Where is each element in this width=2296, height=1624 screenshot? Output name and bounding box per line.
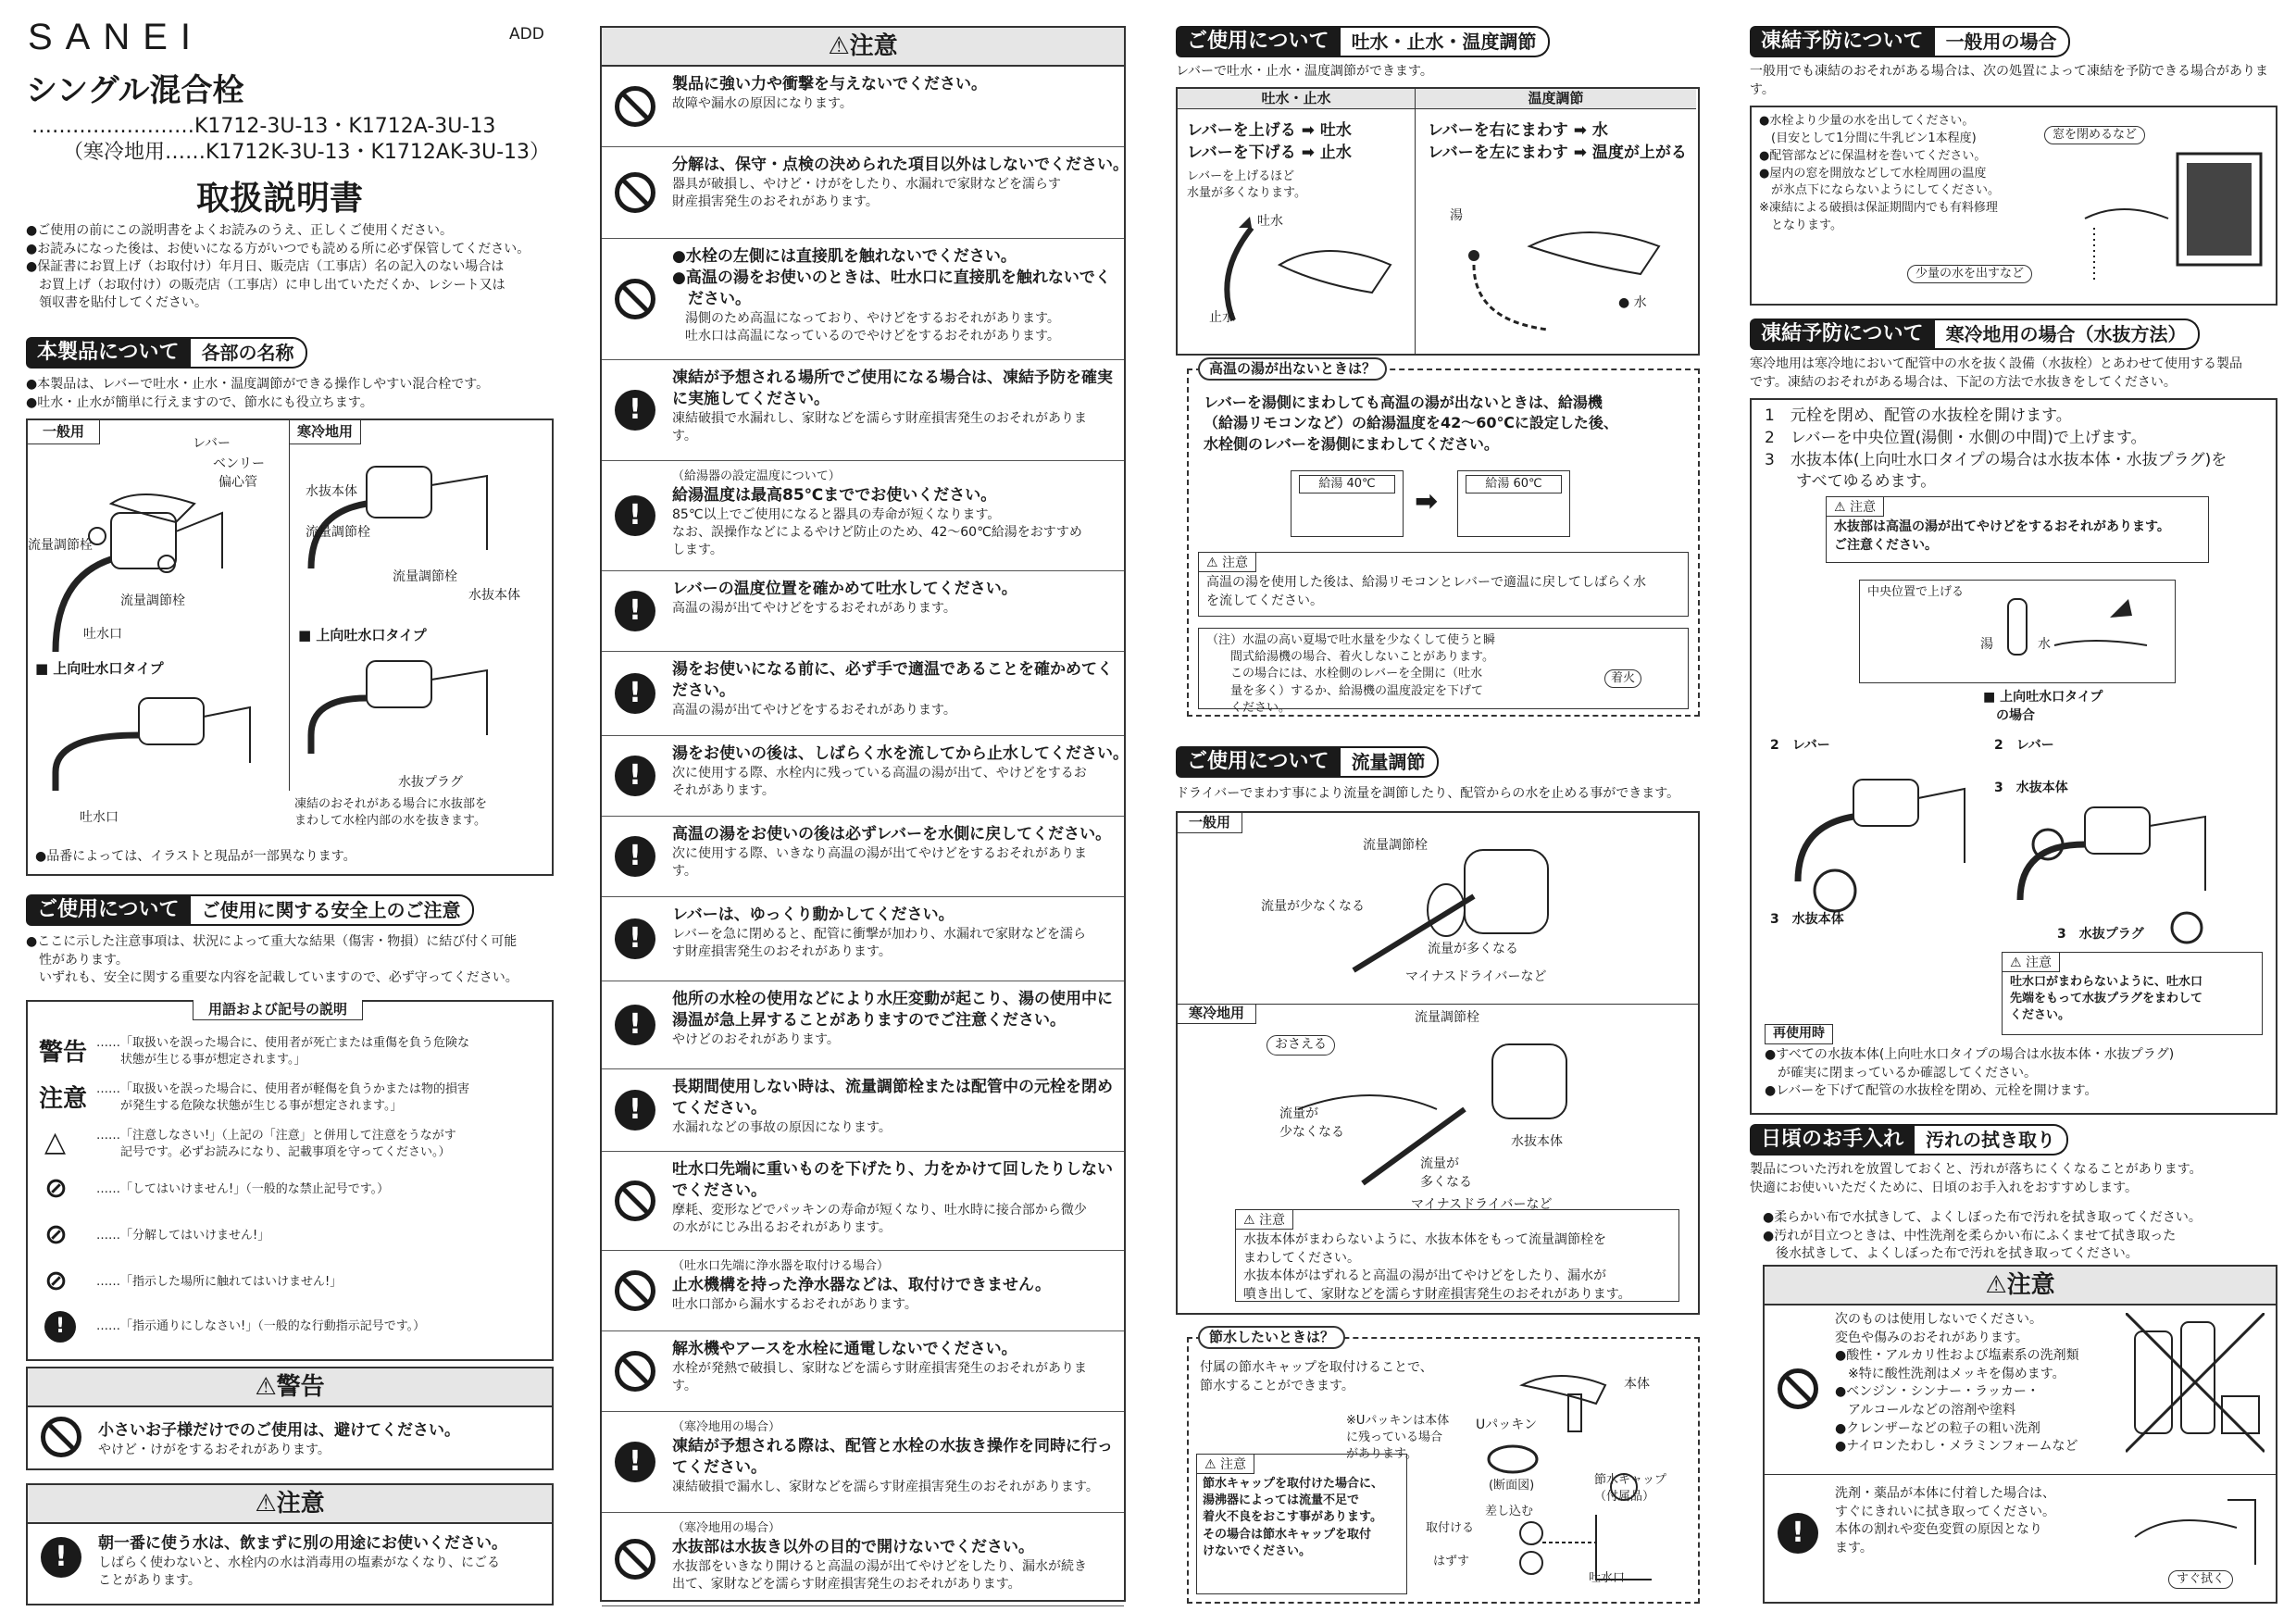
caution-row-sub: 湯側のため高温になっており、やけどをするおそれがあります。 吐水口は高温になっているのでやけどをするおそれがあります。 <box>684 310 1060 344</box>
prohibit-icon <box>615 1539 655 1580</box>
caution-row-text <box>672 743 1129 800</box>
warning-title: ⚠警告 <box>28 1368 552 1407</box>
section-header-dark: 凍結予防について <box>1750 26 1935 57</box>
drain-step: 1 元栓を閉め、配管の水抜栓を開けます。 <box>1765 406 2072 425</box>
legend-desc: ……「取扱いを誤った場合に、使用者が軽傷を負うかまたは物的損害 が発生する危険な状態が生じる事が想定されます。」 <box>96 1082 470 1114</box>
caution-tag: ⚠ 注意 <box>1199 553 1256 572</box>
legend-desc: ……「指示通りにしなさい!」（一般的な行動指示記号です。） <box>96 1319 426 1333</box>
caution-row-sub: 85℃以上でご使用になると器具の寿命が短くなります。 なお、誤操作などによるやけど防止のため、42～60℃給湯をおすすめ します。 <box>672 507 1082 557</box>
hot-caution <box>1198 552 1689 617</box>
upacking-label: Uパッキン <box>1476 1418 1538 1432</box>
section-header-flow <box>1176 746 1439 778</box>
hot-water-main: レバーを湯側にまわしても高温の湯が出ないときは、給湯機 （給湯リモコンなど）の給湯温度を42～60℃に設定した後、 水栓側のレバーを湯側にまわしてください。 <box>1204 394 1618 453</box>
divider <box>1765 1474 2276 1475</box>
hot-label: 湯 <box>1450 208 1463 223</box>
section-header-light: 各部の名称 <box>191 337 307 369</box>
prohibit-icon <box>41 1417 81 1457</box>
spout-label: 吐水口 <box>1589 1571 1626 1585</box>
column-1 <box>26 0 554 1624</box>
caution-row-sub: 次に使用する際、水栓内に残っている高温の湯が出て、やけどをするお それがあります。 <box>672 765 1087 798</box>
caution-row <box>602 981 1124 1069</box>
drain-body-step-label: 3 水抜本体 <box>1994 781 2068 795</box>
caution-row-sub: 高温の湯が出てやけどをするおそれがあります。 <box>672 702 956 718</box>
caution-row-main: ●水栓の左側には直接肌を触れないでください。 ●高温の湯をお使いのときは、吐水口に直接肌を触れないでく ださい。 <box>672 247 1111 308</box>
prohibit-icon <box>615 279 655 319</box>
mandatory-icon: ! <box>615 836 655 877</box>
models-line-2: （寒冷地用……K1712K-3U-13・K1712AK-3U-13） <box>63 141 551 164</box>
label-benry: ベンリー <box>213 456 265 471</box>
lever-left-text: レバーを左にまわす ➡ 温度が上がる <box>1428 144 1687 162</box>
cold-tag: 寒冷地用 <box>1178 1004 1256 1024</box>
flow-valve-label: 流量調節栓 <box>1363 838 1428 853</box>
caution-rows <box>602 67 1129 1606</box>
caution-row-text <box>672 1339 1115 1395</box>
drain-general-illustration <box>1770 752 1992 918</box>
mandatory-icon: ! <box>615 1442 655 1482</box>
intro-line: 領収書を貼付してください。 <box>26 295 207 311</box>
caution-row <box>602 652 1124 736</box>
safety-text-line: ●ここに示した注意事項は、状況によって重大な結果（傷害・物損）に結び付く可能 <box>26 934 518 949</box>
intro-text <box>26 222 554 313</box>
caution-row-text <box>672 824 1115 881</box>
caution-text: 節水キャップを取付けた場合に、 湯沸器によっては流量不足で 着火不良をおこす事があります。 その場合は節水キャップを取付 けないでください。 <box>1203 1477 1384 1558</box>
caution-tag: ⚠ 注意 <box>1197 1455 1254 1474</box>
legend-desc: ……「してはいけません!」（一般的な禁止記号です。） <box>96 1182 390 1196</box>
intro-line: お買上げ（お取付け）の販売店（工事店）に申し出ていただくか、レシート又は <box>26 277 505 293</box>
section-header-freeze-cold <box>1750 319 2200 350</box>
caution-row-sub: 水栓が発熱で破損し、家財などを濡らす財産損害発生のおそれがありま す。 <box>672 1360 1087 1393</box>
lever-up-text: レバーを上げる ➡ 吐水 <box>1187 121 1352 140</box>
caution-triangle-icon: △ <box>44 1126 67 1158</box>
drain-step: 3 水抜本体(上向吐水口タイプの場合は水抜本体・水抜プラグ)を <box>1765 450 2227 469</box>
caution-row-text <box>672 1258 1115 1314</box>
legend-desc: ……「取扱いを誤った場合に、使用者が死亡または重傷を負う危険な 状態が生じる事が想定されます。」 <box>96 1036 470 1068</box>
arrow-right-icon: ➡ <box>1415 485 1439 518</box>
warning-sub: やけど・けがをするおそれがあります。 <box>98 1442 331 1457</box>
label-drain-body: 水抜本体 <box>468 588 520 603</box>
faucet-illustration-cold-up <box>302 652 543 772</box>
label-offset: 偏心管 <box>218 475 257 490</box>
caution-row <box>602 147 1129 239</box>
caution-row <box>602 239 1124 360</box>
caution-row-sub: 器具が破損し、やけど・けがをしたり、水漏れで家財などを濡らす 財産損害発生のおそれがあります。 <box>672 176 1061 209</box>
center-label: 中央位置で上げる <box>1867 585 1965 599</box>
caution-row-text <box>672 1419 1115 1496</box>
flow-valve-label: 流量調節栓 <box>1415 1010 1479 1025</box>
legend-desc: ……「指示した場所に触れてはいけません!」 <box>96 1275 343 1289</box>
caution-row <box>602 1152 1124 1251</box>
wipe-illustration <box>2116 1481 2265 1574</box>
window-faucet-illustration <box>2057 144 2270 293</box>
section-header-care <box>1750 1124 2068 1156</box>
caution-row <box>602 1513 1124 1606</box>
mandatory-icon: ! <box>44 1311 76 1343</box>
caution-row <box>602 1412 1124 1513</box>
prohibit-icon <box>615 1351 655 1392</box>
attach-label: 取付ける <box>1426 1521 1475 1535</box>
section-header-dark: 凍結予防について <box>1750 319 1935 350</box>
safety-text <box>26 933 518 988</box>
caution-row-sub: 凍結破損で漏水し、家財などを濡らす財産損害発生のおそれがあります。 <box>672 1480 1099 1495</box>
caution-text: 水抜本体がまわらないように、水抜本体をもって流量調節栓を まわしてください。 水抜本体がはずれると高温の湯が出てやけどをしたり、漏水が 噴き出して、家財などを濡らす財産損害発生のおそれがあります。 <box>1243 1232 1631 1302</box>
freeze-general-box <box>1750 106 2277 306</box>
driver-label: マイナスドライバーなど <box>1411 1197 1553 1212</box>
flow-caution <box>1235 1209 1679 1302</box>
panel-temp: 給湯 60℃ <box>1466 475 1562 493</box>
no-touch-icon: ⊘ <box>44 1265 69 1297</box>
detergent-illustration <box>2126 1313 2265 1461</box>
water-save-cap-illustration <box>1485 1357 1689 1589</box>
label-flow-valve: 流量調節栓 <box>393 569 457 584</box>
hot-water-box <box>1187 360 1700 717</box>
caution-list-box <box>600 26 1129 1602</box>
caution-row-sub: やけどのおそれがあります。 <box>672 1031 840 1047</box>
prohibit-icon <box>615 1270 655 1311</box>
caution-tag: ⚠ 注意 <box>1827 497 1884 517</box>
product-text-line: ●吐水・止水が簡単に行えますので、節水にも役立ちます。 <box>26 394 373 410</box>
drain-body-label: 水抜本体 <box>1511 1134 1563 1149</box>
prohibit-icon <box>615 86 655 127</box>
caution-row-text <box>672 246 1115 345</box>
caution-row-pre: （寒冷地用の場合） <box>672 1521 781 1535</box>
legend-key: 注意 <box>39 1085 88 1113</box>
caution-tag: ⚠ 注意 <box>2003 953 2060 972</box>
divider <box>1415 89 1416 354</box>
panel-temp: 給湯 40℃ <box>1299 475 1395 493</box>
label-spout: 吐水口 <box>83 627 122 642</box>
reuse-text: ●すべての水抜本体(上向吐水口タイプの場合は水抜本体・水抜プラグ) が確実に閉まっているか確認してください。 ●レバーを下げて配管の水抜栓を閉め、元栓を開けます。 <box>1765 1047 2175 1099</box>
press-label: おさえる <box>1267 1035 1335 1056</box>
body-label: 本体 <box>1624 1377 1650 1392</box>
caution-row-sub: 水抜部をいきなり開けると高温の湯が出てやけどをしたり、漏水が続き 出て、家財などを濡らす財産損害発生のおそれがあります。 <box>672 1559 1087 1593</box>
reuse-label: 再使用時 <box>1765 1024 1833 1044</box>
label-flow-valve: 流量調節栓 <box>306 525 370 540</box>
section-header-light: 寒冷地用の場合（水抜方法） <box>1935 319 2200 350</box>
product-name: シングル混合栓 <box>26 72 244 109</box>
mandatory-icon: ! <box>615 918 655 959</box>
section-label: (断面図) <box>1489 1479 1535 1493</box>
drain-steps <box>1765 406 2227 493</box>
upacking-note: ※Uパッキンは本体 に残っている場合 があります。 <box>1346 1414 1450 1462</box>
section-header-light: 一般用の場合 <box>1935 26 2070 57</box>
faucet-illustration-cold <box>302 448 543 587</box>
warning-text <box>98 1420 543 1459</box>
mandatory-icon: ! <box>1778 1513 1818 1554</box>
caution-row-text <box>672 579 1115 618</box>
models-line-1: ……………………K1712-3U-13・K1712A-3U-13 <box>31 115 496 138</box>
legend-desc: ……「注意しなさい!」（上記の「注意」と併用して注意をうながす 記号です。必ずお読みになり、記載事項を守ってください。） <box>96 1129 456 1160</box>
doc-title: 取扱説明書 <box>196 180 364 218</box>
section-header-product <box>26 337 307 369</box>
mandatory-icon: ! <box>615 1090 655 1131</box>
hot-water-title: 高温の湯が出ないときは？ <box>1198 357 1387 381</box>
label-up-type: ■ 上向吐水口タイプ <box>35 660 164 677</box>
safety-text-line: 性があります。 <box>26 952 129 968</box>
flow-more-label: 流量が 多くなる <box>1420 1156 1472 1190</box>
caution-row <box>602 360 1124 461</box>
ignite-label: 着火 <box>1604 669 1641 688</box>
cap-label: 節水キャップ （付属品） <box>1594 1473 1667 1505</box>
drain-plug-step-label: 3 水抜プラグ <box>2057 927 2144 942</box>
drain-caution <box>1826 496 2209 563</box>
driver-label: マイナスドライバーなど <box>1405 969 1547 984</box>
lever-right-text: レバーを右にまわす ➡ 水 <box>1428 121 1608 140</box>
cold-note: 凍結のおそれがある場合に水抜部を まわして水栓内部の水を抜きます。 <box>294 797 488 829</box>
section-header-light: 汚れの拭き取り <box>1915 1124 2068 1156</box>
caution-row-main: 解氷機やアースを水栓に通電しないでください。 <box>672 1340 1017 1358</box>
lever-step-label: 2 レバー <box>1994 738 2054 753</box>
legend-box <box>26 1000 554 1361</box>
wipe-label: すぐ拭く <box>2168 1570 2233 1589</box>
use-text: レバーで吐水・止水・温度調節ができます。 <box>1176 64 1433 79</box>
remote-panel-40 <box>1291 470 1404 537</box>
caution-row-main: 製品に強い力や衝撃を与えないでください。 <box>672 75 987 94</box>
section-header-use <box>1176 26 1550 57</box>
freeze-cold-box <box>1750 398 2277 1115</box>
caution-row-sub: 故障や漏水の原因になります。 <box>672 95 853 111</box>
caution-row <box>602 67 1124 147</box>
section-header-dark: ご使用について <box>26 894 191 926</box>
label-flow-valve: 流量調節栓 <box>28 538 93 553</box>
insert-label: 差し込む <box>1485 1505 1534 1518</box>
safety-text-line: いずれも、安全に関する重要な内容を記載していますので、必ず守ってください。 <box>26 970 518 986</box>
caution-row-text <box>672 155 1129 211</box>
add-mark: ADD <box>509 25 544 44</box>
caution-row-text <box>672 368 1115 445</box>
mandatory-icon: ! <box>615 1005 655 1045</box>
section-header-freeze-general <box>1750 26 2070 57</box>
note-text: （注）水温の高い夏場で吐水量を少なくして使うと瞬 間式給湯機の場合、着火しないことがあります。 この場合には、水栓側のレバーを全開に（吐水 量を多く）するか、給湯機の温度設定を下げて ください。 <box>1206 633 1496 715</box>
caution-row-main: 分解は、保守・点検の決められた項目以外はしないでください。 <box>672 156 1129 174</box>
label-flow-valve: 流量調節栓 <box>120 593 185 608</box>
caution-row-main: レバーの温度位置を確かめて吐水してください。 <box>672 580 1017 598</box>
column-3 <box>1176 0 1703 1624</box>
tab-spout-stop: 吐水・止水 <box>1178 89 1416 109</box>
section-header-dark: 日頃のお手入れ <box>1750 1124 1915 1156</box>
legend-desc: ……「分解してはいけません!」 <box>96 1229 270 1243</box>
caution-row-pre: （吐水口先端に浄水器を取付ける場合） <box>672 1259 890 1273</box>
prohibit-icon <box>615 172 655 213</box>
illustration-note: ●品番によっては、イラストと現品が一部異なります。 <box>35 849 356 864</box>
caution-row-text <box>672 1077 1115 1137</box>
legend-key: 警告 <box>39 1039 88 1067</box>
caution-title: ⚠注意 <box>28 1485 552 1524</box>
cold-label: 水 <box>2038 637 2051 652</box>
plug-caution <box>2002 952 2263 1035</box>
drain-body-step-label: 3 水抜本体 <box>1770 912 1844 927</box>
parts-diagram-box <box>26 418 554 876</box>
spout-label: 吐水 <box>1257 214 1283 229</box>
section-header-safety <box>26 894 474 926</box>
caution-row-main: 凍結が予想される際は、配管と水栓の水抜き操作を同時に行っ てください。 <box>672 1437 1113 1478</box>
product-text <box>26 376 489 412</box>
caution-row <box>602 897 1124 981</box>
caution-row-sub: 水漏れなどの事故の原因になります。 <box>672 1119 892 1135</box>
caution-row <box>602 461 1124 571</box>
stop-label: 止水 <box>1209 310 1235 325</box>
tab-temperature: 温度調節 <box>1416 89 1696 109</box>
caution-row-main: 止水機構を持った浄水器などは、取付けできません。 <box>672 1276 1052 1295</box>
warning-box <box>26 1367 554 1470</box>
faucet-illustration-up <box>37 680 278 818</box>
caution-row-pre: （寒冷地用の場合） <box>672 1420 781 1434</box>
water-save-text: 付属の節水キャップを取付けることで、 節水することができます。 <box>1200 1360 1433 1393</box>
section-header-dark: ご使用について <box>1176 746 1341 778</box>
caution-row-main: 他所の水栓の使用などにより水圧変動が起こり、湯の使用中に 湯温が急上昇することがありますのでご注意ください。 <box>672 990 1113 1030</box>
flow-text: ドライバーでまわす事により流量を調節したり、配管からの水を止める事ができます。 <box>1176 786 1680 801</box>
lever-operation-box <box>1176 87 1700 356</box>
caution-row-main: 高温の湯をお使いの後は必ずレバーを水側に戻してください。 <box>672 825 1112 843</box>
mandatory-icon: ! <box>41 1537 81 1578</box>
caution-row-text <box>672 659 1115 719</box>
caution-row <box>602 1069 1124 1152</box>
caution-row-sub: レバーを急に閉めると、配管に衝撃が加わり、水漏れで家財などを濡ら す財産損害発生のおそれがあります。 <box>672 926 1087 959</box>
lever-volume-text: レバーを上げるほど 水量が多くなります。 <box>1187 169 1306 201</box>
caution-title: ⚠注意 <box>1765 1267 2276 1305</box>
column-4 <box>1750 0 2277 1624</box>
hot-label: 湯 <box>1980 637 1993 652</box>
up-type-label: ■ 上向吐水口タイプ の場合 <box>1983 690 2103 723</box>
caution-row-sub: 摩耗、変形などでパッキンの寿命が短くなり、吐水時に接合部から微少 の水がにじみ出るおそれがあります。 <box>672 1202 1087 1235</box>
care-caution-box <box>1763 1265 2277 1604</box>
prohibit-icon <box>1778 1368 1818 1409</box>
label-spout: 吐水口 <box>80 810 119 825</box>
section-header-light: 吐水・止水・温度調節 <box>1341 26 1550 57</box>
flow-less-label: 流量が少なくなる <box>1261 899 1365 914</box>
caution-row-sub: 次に使用する際、いきなり高温の湯が出てやけどをするおそれがありま す。 <box>672 845 1087 879</box>
remove-label: はずす <box>1433 1555 1470 1568</box>
caution-row-main: 湯をお使いになる前に、必ず手で適温であることを確かめてく ださい。 <box>672 660 1113 700</box>
general-tag: 一般用 <box>1178 813 1242 833</box>
caution-text: 吐水口がまわらないように、吐水口 先端をもって水抜プラグをまわして ください。 <box>2010 975 2203 1023</box>
lever-center-illustration <box>1999 590 2165 673</box>
remote-panel-60 <box>1457 470 1570 537</box>
care-caution-1: 次のものは使用しないでください。 変色や傷みのおそれがあります。 ●酸性・アルカリ性および塩素系の洗剤類 ※特に酸性洗剤はメッキを傷めます。 ●ベンジン・シンナー・ラッカー・ アルコールなどの溶剤や塗料 ●クレンザーなどの粒子の粗い洗剤 ●ナイロンたわし・メラミンフォームなど <box>1835 1312 2079 1455</box>
caution-text <box>98 1533 543 1590</box>
section-header-light: ご使用に関する安全上のご注意 <box>191 894 474 926</box>
water-save-title: 節水したいときは？ <box>1198 1326 1345 1349</box>
caution-title: ⚠注意 <box>602 28 1124 67</box>
caution-box-1 <box>26 1483 554 1605</box>
caution-row <box>602 736 1129 817</box>
caution-row-main: 長期間使用しない時は、流量調節栓または配管中の元栓を閉め てください。 <box>672 1078 1113 1118</box>
caution-text: 水抜部は高温の湯が出てやけどをするおそれがあります。 ご注意ください。 <box>1834 519 2170 553</box>
caution-row-pre: （給湯器の設定温度について） <box>672 469 841 483</box>
close-window-label: 窓を閉めるなど <box>2044 126 2145 144</box>
cold-tag: 寒冷地用 <box>289 420 361 444</box>
lever-down-text: レバーを下げる ➡ 止水 <box>1187 144 1352 162</box>
caution-row-sub: 凍結破損で水漏れし、家財などを濡らす財産損害発生のおそれがありま す。 <box>672 410 1087 443</box>
product-text-line: ●本製品は、レバーで吐水・止水・温度調節ができる操作しやすい混合栓です。 <box>26 377 490 392</box>
caution-row-text <box>672 989 1115 1049</box>
save-caution <box>1196 1454 1407 1594</box>
little-water-label: 少量の水を出すなど <box>1907 265 2032 283</box>
caution-row-text <box>672 1520 1115 1593</box>
prohibit-icon <box>615 1181 655 1221</box>
caution-sub: しばらく使わないと、水栓内の水は消毒用の塩素がなくなり、にごる ことがあります。 <box>98 1555 500 1588</box>
freeze-general-items: ●水栓より少量の水を出してください。 (目安として1分間に牛乳ビン1本程度) ●配管部などに保温材を巻いてください。 ●屋内の窓を開放などして水栓周囲の温度 が氷点下にならないようにしてください。 ※凍結による破損は保証期間内でも有料修理 となります。 <box>1759 114 2001 233</box>
flow-box <box>1176 811 1700 1315</box>
intro-line: ●お読みになった後は、お使いになる方がいつでも読める所に必ず保管してください。 <box>26 241 530 256</box>
caution-row-text <box>672 1159 1115 1237</box>
mandatory-icon: ! <box>615 756 655 796</box>
care-text: 製品についた汚れを放置しておくと、汚れが落ちにくくなることがあります。 快適にお使いいただくために、日頃のお手入れをおすすめします。 <box>1750 1162 2202 1195</box>
mandatory-icon: ! <box>615 591 655 631</box>
caution-row-main: 水抜部は水抜き以外の目的で開けないでください。 <box>672 1538 1034 1557</box>
hot-note <box>1198 628 1689 715</box>
care-items: ●柔らかい布で水拭きして、よくしぼった布で汚れを拭き取ってください。 ●汚れが目立つときは、中性洗剤を柔らかい布にふくませて拭き取った 後水拭きして、よくしぼった布で汚れを拭き取ってください。 <box>1763 1210 2202 1262</box>
mandatory-icon: ! <box>615 495 655 536</box>
drain-step: 2 レバーを中央位置(湯側・水側の中間)で上げます。 <box>1765 428 2147 447</box>
intro-line: ●ご使用の前にこの説明書をよくお読みのうえ、正しくご使用ください。 <box>26 223 454 238</box>
freeze-general-text: 一般用でも凍結のおそれがある場合は、次の処置によって凍結を予防できる場合があります。 <box>1750 64 2268 97</box>
caution-row-sub: 高温の湯が出てやけどをするおそれがあります。 <box>672 600 956 616</box>
center-position-box <box>1859 580 2176 683</box>
label-drain-plug: 水抜プラグ <box>398 775 463 790</box>
cold-label: ● 水 <box>1618 295 1647 310</box>
caution-row <box>602 1331 1124 1412</box>
care-caution-2: 洗剤・薬品が本体に付着した場合は、 すぐにきれいに拭き取ってください。 本体の割れや変色変質の原因となり ます。 <box>1835 1486 2055 1555</box>
caution-row <box>602 817 1124 897</box>
flow-less-label: 流量が 少なくなる <box>1279 1106 1344 1140</box>
caution-row-text <box>672 468 1115 559</box>
label-lever: レバー <box>193 436 231 451</box>
caution-tag: ⚠ 注意 <box>1236 1210 1293 1230</box>
lever-step-label: 2 レバー <box>1770 738 1830 753</box>
caution-row-text <box>672 74 1115 113</box>
water-save-box <box>1187 1329 1700 1604</box>
caution-row-main: レバーは、ゆっくり動かしてください。 <box>672 906 955 924</box>
freeze-cold-text: 寒冷地用は寒冷地において配管中の水を抜く設備（水抜栓）とあわせて使用する製品 です。凍結のおそれがある場合は、下記の方法で水抜きをしてください。 <box>1750 356 2242 390</box>
caution-row-main: 凍結が予想される場所でご使用になる場合は、凍結予防を確実 に実施してください。 <box>672 369 1113 408</box>
caution-row-main: 湯をお使いの後は、しばらく水を流してから止水してください。 <box>672 744 1129 763</box>
no-disassemble-icon: ⊘ <box>44 1218 69 1251</box>
section-header-dark: 本製品について <box>26 337 191 369</box>
caution-row <box>602 571 1124 652</box>
drain-step: すべてゆるめます。 <box>1765 472 1937 492</box>
caution-row-main: 給湯温度は最高85℃まででお使いください。 <box>672 486 997 506</box>
caution-row-text <box>672 905 1115 961</box>
legend-title: 用語および記号の説明 <box>193 1000 363 1020</box>
section-header-light: 流量調節 <box>1341 746 1439 778</box>
general-tag: 一般用 <box>28 420 100 444</box>
caution-row <box>602 1251 1124 1331</box>
caution-main: 朝一番に使う水は、飲まずに別の用途にお使いください。 <box>98 1534 507 1553</box>
flow-more-label: 流量が多くなる <box>1428 942 1518 956</box>
lever-rotation-illustration <box>1455 200 1687 339</box>
prohibit-icon: ⊘ <box>44 1172 69 1205</box>
warning-main: 小さいお子様だけでのご使用は、避けてください。 <box>98 1421 460 1440</box>
brand-logo: SANEI <box>28 17 205 57</box>
caution-row-sub: 吐水口部から漏水するおそれがあります。 <box>672 1297 917 1313</box>
label-up-type: ■ 上向吐水口タイプ <box>298 627 427 643</box>
caution-row-main: 吐水口先端に重いものを下げたり、力をかけて回したりしない でください。 <box>672 1160 1113 1200</box>
caution-text: 高温の湯を使用した後は、給湯リモコンとレバーで適温に戻してしばらく水 を流してください。 <box>1206 575 1647 608</box>
intro-line: ●保証書にお買上げ（お取付け）年月日、販売店（工事店）名の記入のない場合は <box>26 259 505 275</box>
mandatory-icon: ! <box>615 390 655 431</box>
divider <box>289 420 290 791</box>
mandatory-icon: ! <box>615 673 655 714</box>
label-drain-body: 水抜本体 <box>306 484 357 499</box>
section-header-dark: ご使用について <box>1176 26 1341 57</box>
